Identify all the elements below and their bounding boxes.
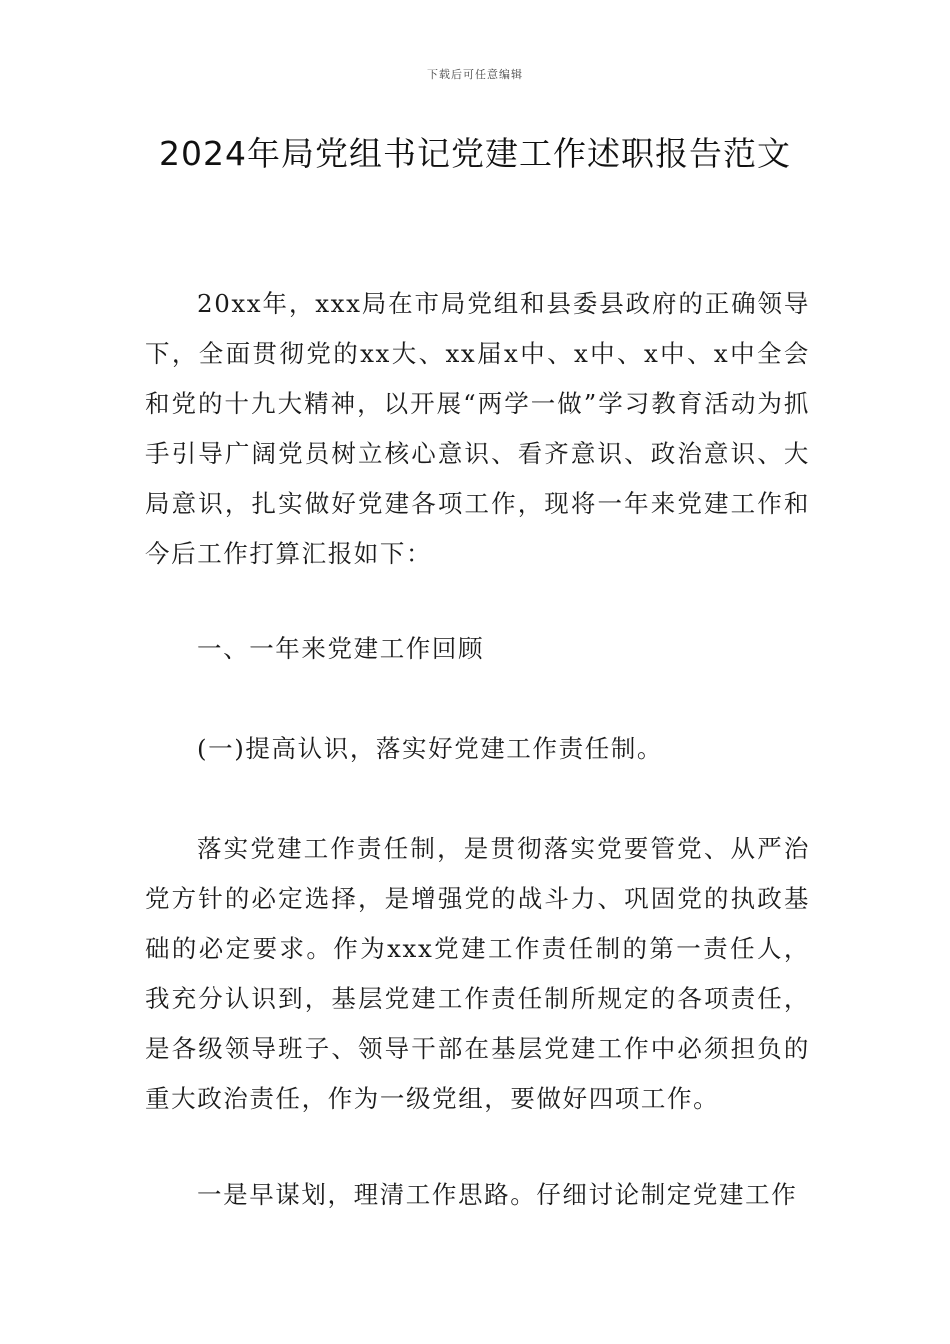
responsibility-paragraph: 落实党建工作责任制，是贯彻落实党要管党、从严治党方针的必定选择，是增强党的战斗力、巩固党的执政基础的必定要求。作为xxx党建工作责任制的第一责任人，我充分认识到，基层党建工作责任制所规定的各项责任，是各级领导班子、领导干部在基层党建工作中必须担负的重大政治责任，作为一级党组，要做好四项工作。 (145, 834, 810, 1113)
subsection-heading: (一)提高认识，落实好党建工作责任制。 (197, 734, 664, 763)
planning-paragraph: 一是早谋划，理清工作思路。仔细讨论制定党建工作 (197, 1180, 798, 1209)
intro-paragraph: 20xx年，xxx局在市局党组和县委县政府的正确领导下，全面贯彻党的xx大、xx届x中、x中、x中、x中全会和党的十九大精神，以开展“两学一做”学习教育活动为抓手引导广阔党员树立核心意识、看齐意识、政治意识、大局意识，扎实做好党建各项工作，现将一年来党建工作和今后工作打算汇报如下： (145, 289, 810, 568)
document-title: 2024年局党组书记党建工作述职报告范文 (159, 134, 791, 173)
section-heading: 一、一年来党建工作回顾 (197, 634, 485, 663)
header-note: 下载后可任意编辑 (427, 68, 523, 81)
